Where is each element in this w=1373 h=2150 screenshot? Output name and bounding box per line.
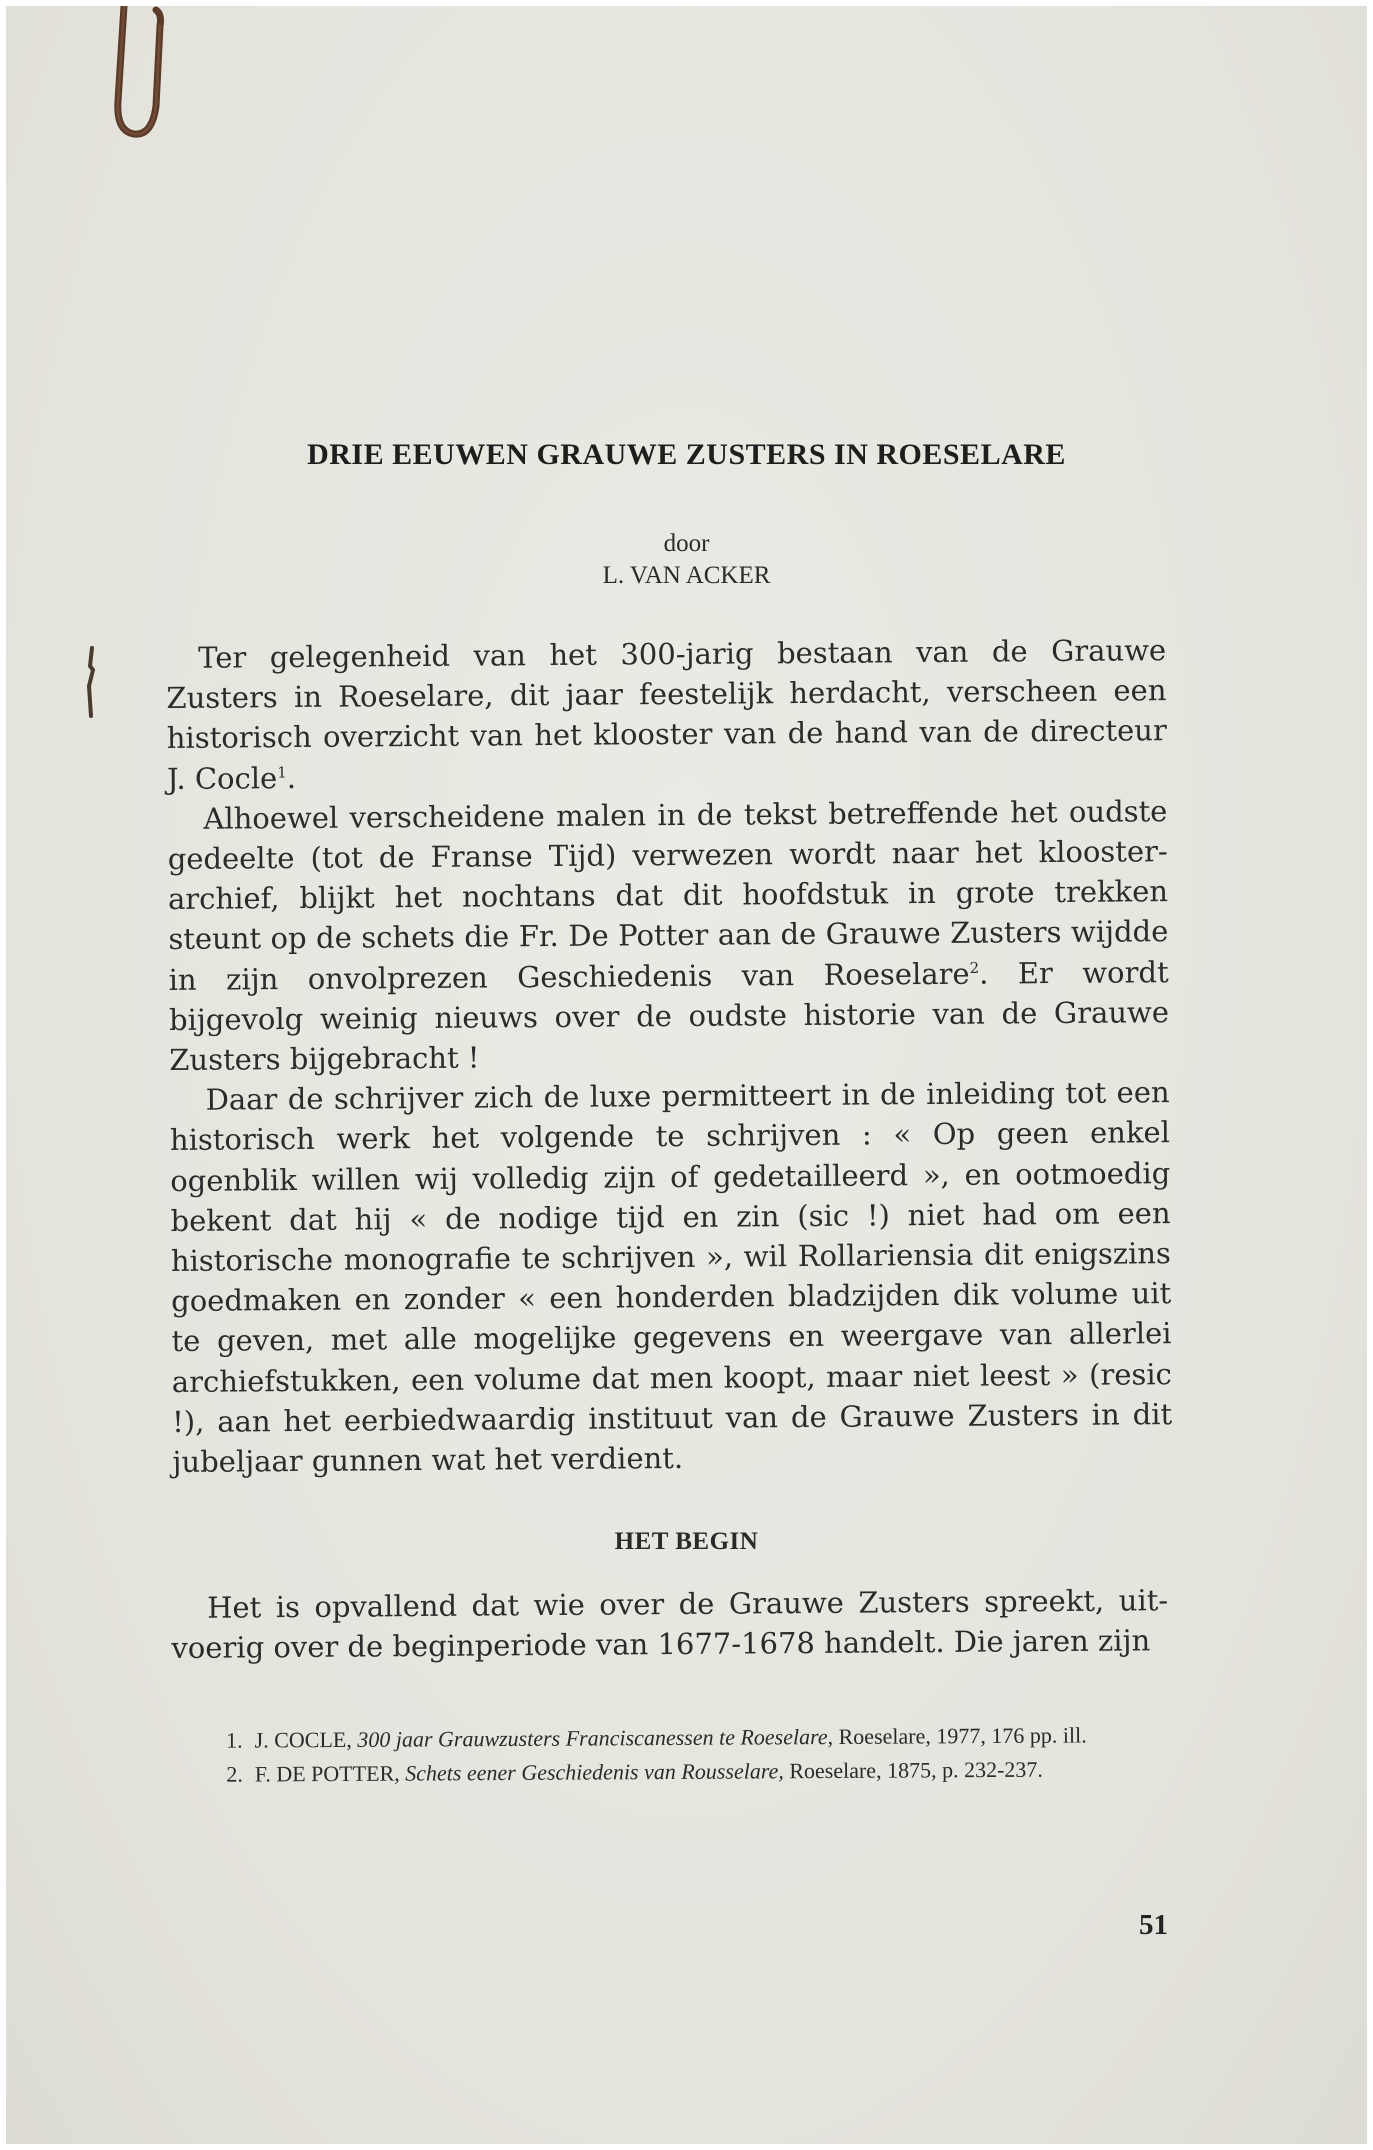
footnote-details: Roeselare, 1875, p. 232-237. [789, 1756, 1043, 1784]
footnote-number: 2. [226, 1761, 243, 1787]
paragraph [169, 1072, 1172, 1482]
paragraph-text: Ter gelegenheid van het 300-jarig bestaan van de Grauwe Zusters in Roeselare, dit jaar feestelijk herdacht, verscheen een historisch overzicht van het klooster van de hand van de directeur J. Cocle [166, 633, 1167, 796]
footnote-title: Schets eener Geschiedenis van Rousselare, [405, 1758, 784, 1786]
paragraph-text: . Er wordt bijgevolg weinig nieuws over de oudste historie van de Grauwe Zusters bijgebracht ! [168, 954, 1170, 1078]
footnote-author: J. COCLE, [254, 1726, 352, 1753]
paragraph-text: . [286, 760, 297, 795]
footnote-details: Roeselare, 1977, 176 pp. ill. [838, 1722, 1087, 1749]
footnote-author: F. DE POTTER, [254, 1760, 400, 1787]
paragraph-text: Alhoewel verscheidene malen in de tekst betreffende het oudste gedeelte (tot de Franse Tijd) verwezen wordt naar het kloosterarchief, blijkt het nochtans dat dit hoofdstuk in grote trekken steunt op de schets die Fr. De Potter aan de Grauwe Zusters wijdde in zijn onvolprezen Geschiedenis van Roeselare [167, 793, 1169, 997]
paragraph [167, 791, 1169, 1080]
article-title: DRIE EEUWEN GRAUWE ZUSTERS IN ROESELARE [307, 438, 1066, 471]
section-text [171, 1580, 1169, 1668]
section-heading: HET BEGIN [614, 1528, 759, 1555]
footnote [174, 1752, 1170, 1792]
byline-prefix: door [663, 530, 710, 557]
footnotes [174, 1718, 1170, 1792]
footnote-number: 1. [226, 1727, 243, 1753]
paragraph-text: Daar de schrijver zich de luxe permitteert in de inleiding tot een historisch werk het volgende te schrijven : « Op geen enkel ogenblik willen wij volledig zijn of gedetailleerd », en ootmoedig bekent dat hij « de nodige tijd en zin (sic !) niet had om een historische monografie te schrijven », wil Rollariensia dit enigszins goedmaken en zonder « een honderden bladzijden dik volume uit te geven, met alle mogelijke gegevens en weergave van allerlei archiefstukken, een volume dat men koopt, maar niet leest » (resic !), aan het eerbiedwaardig instituut van de Grauwe Zusters in dit jubeljaar gunnen wat het verdient. [169, 1075, 1173, 1480]
margin-pencil-mark-icon [82, 646, 102, 726]
paper-clip-icon [78, 6, 168, 191]
paragraph: Het is opvallend dat wie over de Grauwe Zusters spreekt, uitvoerig over de beginperiode van 1677-1678 handelt. Die jaren zijn [171, 1583, 1169, 1666]
footnote-ref: 2 [969, 958, 980, 977]
paragraph [166, 630, 1167, 799]
scanned-page [6, 6, 1367, 2144]
author-name: L. VAN ACKER [602, 562, 771, 589]
footnote-title: 300 jaar Grauwzusters Franciscanessen te Roeselare, [357, 1723, 834, 1752]
page-number: 51 [1139, 1909, 1168, 1941]
footnote-ref: 1 [277, 763, 287, 782]
intro-text [166, 630, 1173, 1482]
